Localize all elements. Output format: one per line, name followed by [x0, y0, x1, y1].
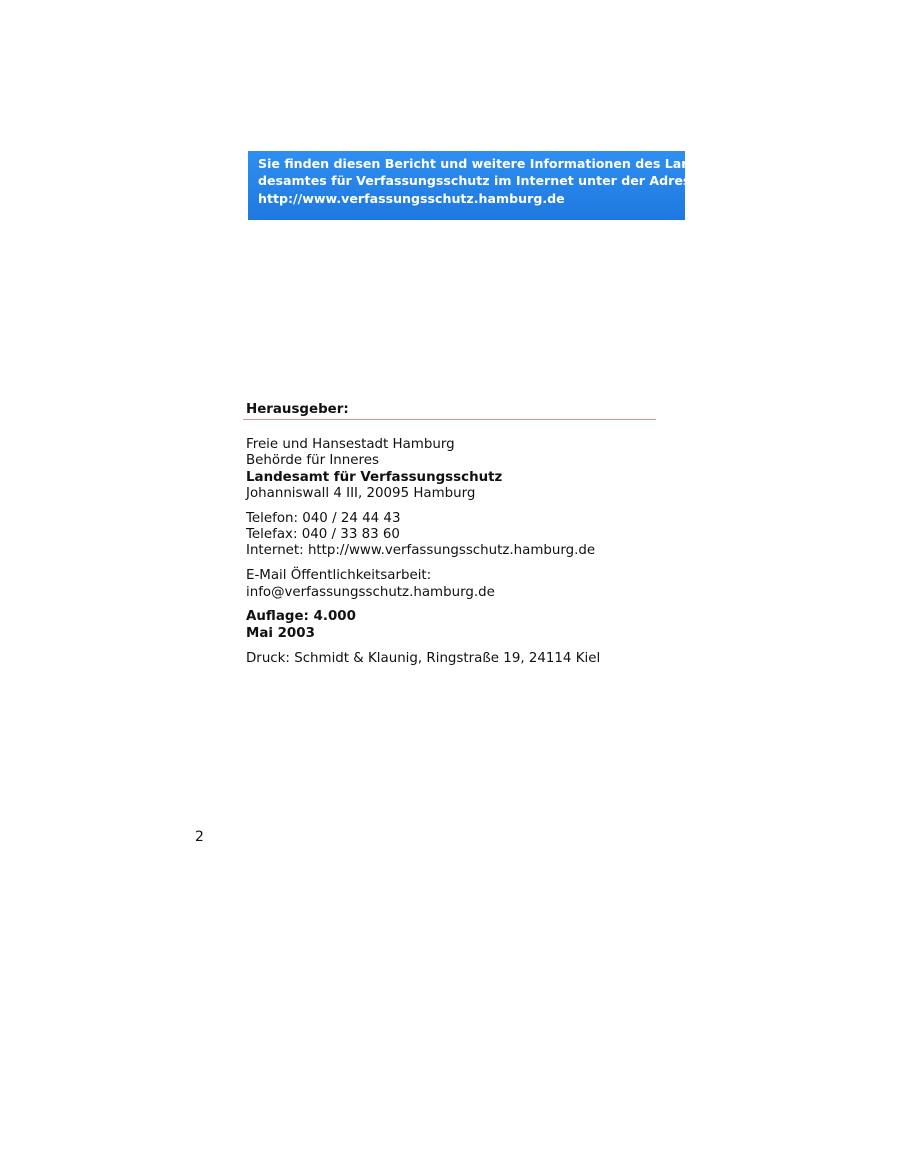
heading-rule — [243, 419, 656, 420]
email-address: info@verfassungsschutz.hamburg.de — [246, 584, 495, 600]
internet-address: Internet: http://www.verfassungsschutz.hamburg.de — [246, 543, 596, 559]
publisher-heading: Herausgeber: — [246, 402, 349, 417]
address-line-authority: Behörde für Inneres — [246, 453, 379, 469]
publisher-section — [246, 401, 666, 666]
info-box — [248, 151, 707, 220]
telefon: Telefon: 040 / 24 44 43 — [246, 510, 401, 526]
address-line-street: Johanniswall 4 III, 20095 Hamburg — [246, 485, 476, 501]
address-line-office: Landesamt für Verfassungsschutz — [246, 469, 503, 485]
printer: Druck: Schmidt & Klaunig, Ringstraße 19, 24114 Kiel — [246, 650, 601, 666]
info-box-url: http://www.verfassungsschutz.hamburg.de — [258, 190, 565, 206]
address-line-city: Freie und Hansestadt Hamburg — [246, 437, 455, 452]
email-label: E-Mail Öffentlichkeitsarbeit: — [246, 568, 432, 584]
info-box-line-2: desamtes für Verfassungsschutz im Internet unter der Adresse — [258, 173, 707, 189]
publication-date: Mai 2003 — [246, 625, 315, 641]
telefax: Telefax: 040 / 33 83 60 — [246, 527, 400, 543]
info-box-line-1: Sie finden diesen Bericht und weitere Informationen des Lan- — [258, 156, 696, 171]
print-run: Auflage: 4.000 — [246, 609, 356, 625]
page-number: 2 — [195, 829, 204, 845]
publisher-details — [246, 437, 600, 667]
